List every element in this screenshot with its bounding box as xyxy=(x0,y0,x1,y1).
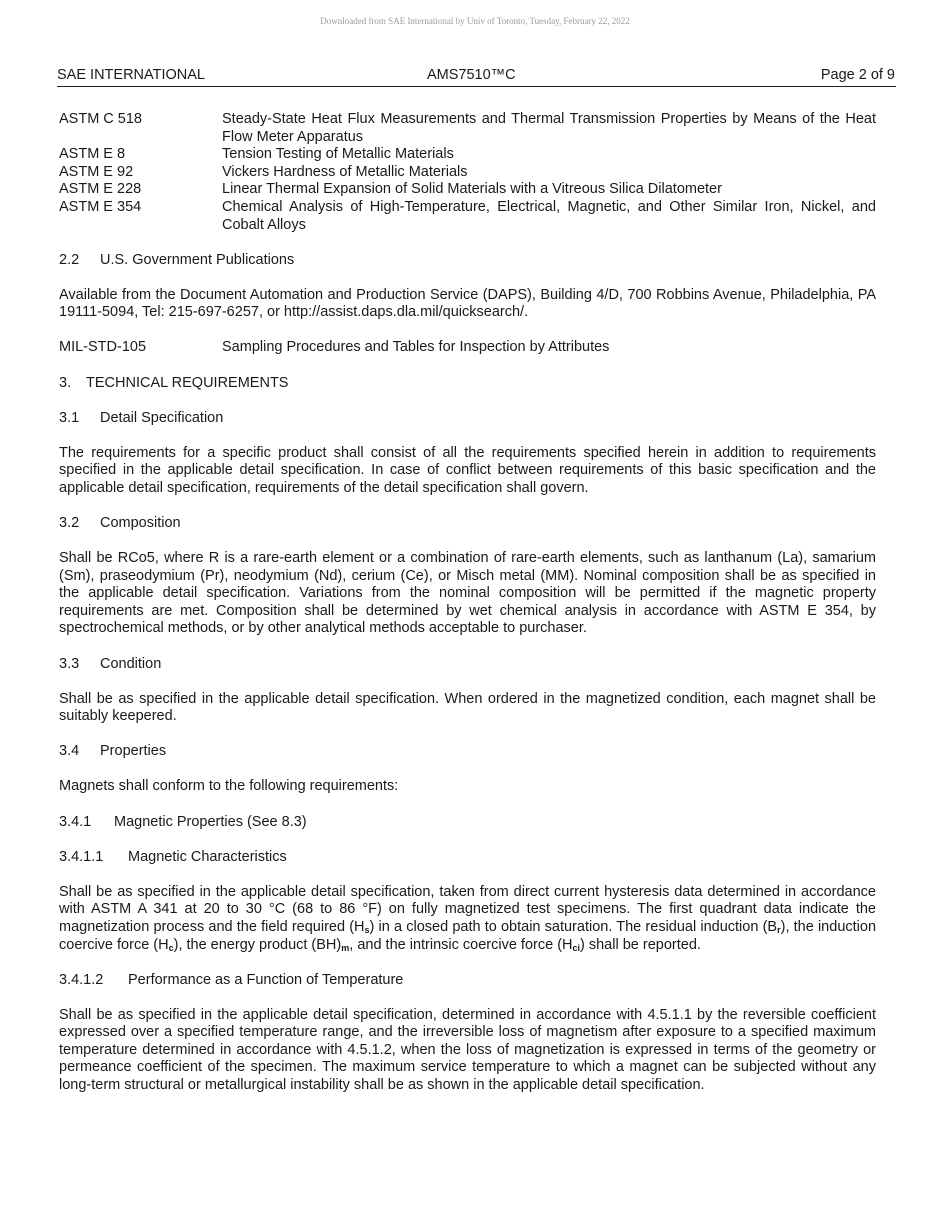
paragraph-3-4-1-1 xyxy=(59,884,876,954)
section-title: Magnetic Properties (See 8.3) xyxy=(114,813,307,830)
text-run: , and the intrinsic coercive force (H xyxy=(349,936,573,953)
paragraph-3-4: Magnets shall conform to the following requirements: xyxy=(59,778,399,795)
reference-code: MIL-STD-105 xyxy=(59,339,147,356)
section-title: Composition xyxy=(100,515,181,531)
reference-title: Steady-State Heat Flux Measurements and Thermal Transmission Properties by Means of the Heat Flow Meter Apparatus xyxy=(222,111,876,145)
reference-title: Chemical Analysis of High-Temperature, Electrical, Magnetic, and Other Similar Iron, Nickel, and Cobalt Alloys xyxy=(222,198,876,233)
header-document-number: AMS7510™C xyxy=(427,67,516,83)
document-body xyxy=(59,111,876,1095)
reference-code: ASTM C 518 xyxy=(59,111,142,127)
section-heading-3 xyxy=(59,375,876,393)
section-number: 3.4.1.2 xyxy=(59,971,104,988)
section-heading-3-4-1-1 xyxy=(59,849,876,867)
reference-item xyxy=(59,146,876,164)
section-title: Performance as a Function of Temperature xyxy=(128,971,404,988)
section-title: Condition xyxy=(100,655,162,672)
reference-title: Vickers Hardness of Metallic Materials xyxy=(222,163,468,180)
reference-code: ASTM E 228 xyxy=(59,181,142,198)
paragraph-2-2: Available from the Document Automation and Production Service (DAPS), Building 4/D, 700 Robbins Avenue, Philadelphia, PA 19111-5094, Tel: 215-697-6257, or http://assist.daps.dla.mil/quicksearch/. xyxy=(59,286,876,321)
section-number: 3. xyxy=(59,374,72,391)
section-title: Detail Specification xyxy=(100,409,224,426)
reference-item xyxy=(59,199,876,234)
subscript: r xyxy=(777,924,781,935)
section-title: U.S. Government Publications xyxy=(100,251,295,268)
section-title: Magnetic Characteristics xyxy=(128,848,287,865)
subscript: ci xyxy=(572,942,581,953)
text-run: ), the energy product (BH) xyxy=(173,936,342,953)
section-number: 3.4 xyxy=(59,743,80,760)
section-number: 3.4.1.1 xyxy=(59,848,104,865)
text-run: ) shall be reported. xyxy=(580,936,701,953)
section-heading-3-2 xyxy=(59,515,876,533)
reference-code: ASTM E 8 xyxy=(59,146,126,163)
astm-reference-list xyxy=(59,111,876,234)
section-title: Properties xyxy=(100,743,167,760)
subscript: c xyxy=(168,942,174,953)
section-title: TECHNICAL REQUIREMENTS xyxy=(86,374,289,391)
reference-item xyxy=(59,164,876,182)
reference-title: Sampling Procedures and Tables for Inspection by Attributes xyxy=(222,339,610,356)
section-heading-3-4 xyxy=(59,743,876,761)
paragraph-3-2: Shall be RCo5, where R is a rare-earth element or a combination of rare-earth elements, such as lanthanum (La), samarium (Sm), praseodymium (Pr), neodymium (Nd), cerium (Ce), or Misch metal (MM). Nominal composition shall be as specified in the applicable detail specification. Variations from the nominal composition will be permitted if the magnetic property requirements are met. Composition shall be determined by wet chemical analysis in accordance with ASTM E 354, by spectrochemical methods, or by other analytical methods acceptable to purchaser. xyxy=(59,550,876,637)
reference-item xyxy=(59,181,876,199)
section-number: 3.4.1 xyxy=(59,813,92,830)
reference-item xyxy=(59,111,876,146)
reference-item-mil xyxy=(59,339,876,357)
section-heading-3-1 xyxy=(59,410,876,428)
section-number: 2.2 xyxy=(59,251,80,268)
paragraph-3-1: The requirements for a specific product shall consist of all the requirements specified herein in addition to requirements specified in the applicable detail specification. In case of conflict between requirements of this basic specification and the applicable detail specification, requirements of the detail specification shall govern. xyxy=(59,444,876,496)
paragraph-3-4-1-2: Shall be as specified in the applicable detail specification, determined in accordance with 4.5.1.1 by the reversible coefficient expressed over a specified temperature range, and the irreversible loss of magnetism after exposure to a specified maximum temperature determined in accordance with 4.5.1.2, when the loss of magnetization is expressed in terms of the geometry or permeance coefficient of the specimen. The maximum service temperature to which a magnet can be subjected without any long-term structural or metallurgical instability shall be as shown in the applicable detail specification. xyxy=(59,1006,876,1094)
section-number: 3.3 xyxy=(59,655,80,672)
reference-title: Linear Thermal Expansion of Solid Materials with a Vitreous Silica Dilatometer xyxy=(222,181,722,198)
section-heading-3-4-1 xyxy=(59,814,876,832)
text-run: Shall be as specified in the applicable detail specification, taken from direct current hysteresis data determined in accordance with ASTM A 341 at 20 to 30 °C (68 to 86 °F) on fully magnetized test specimens. The first quadrant data indicate the magnetization process and the field required (H xyxy=(59,883,876,935)
text-run: ), the induction coercive force (H xyxy=(59,918,877,953)
paragraph-3-3: Shall be as specified in the applicable detail specification. When ordered in the magnetized condition, each magnet shall be suitably keepered. xyxy=(59,690,876,725)
reference-title: Tension Testing of Metallic Materials xyxy=(222,146,454,163)
header-page-number: Page 2 of 9 xyxy=(820,67,895,83)
page-header xyxy=(57,66,896,87)
header-organization: SAE INTERNATIONAL xyxy=(57,67,205,83)
reference-code: ASTM E 354 xyxy=(59,198,142,215)
subscript: m xyxy=(341,942,350,953)
section-heading-2-2 xyxy=(59,252,876,270)
reference-code: ASTM E 92 xyxy=(59,163,134,180)
section-number: 3.1 xyxy=(59,409,80,426)
section-number: 3.2 xyxy=(59,515,80,531)
section-heading-3-4-1-2 xyxy=(59,972,876,990)
subscript: s xyxy=(364,924,370,935)
text-run: ) in a closed path to obtain saturation. The residual induction (B xyxy=(369,918,778,935)
section-heading-3-3 xyxy=(59,656,876,674)
download-watermark: Downloaded from SAE International by Univ of Toronto, Tuesday, February 22, 2022 xyxy=(320,16,630,26)
